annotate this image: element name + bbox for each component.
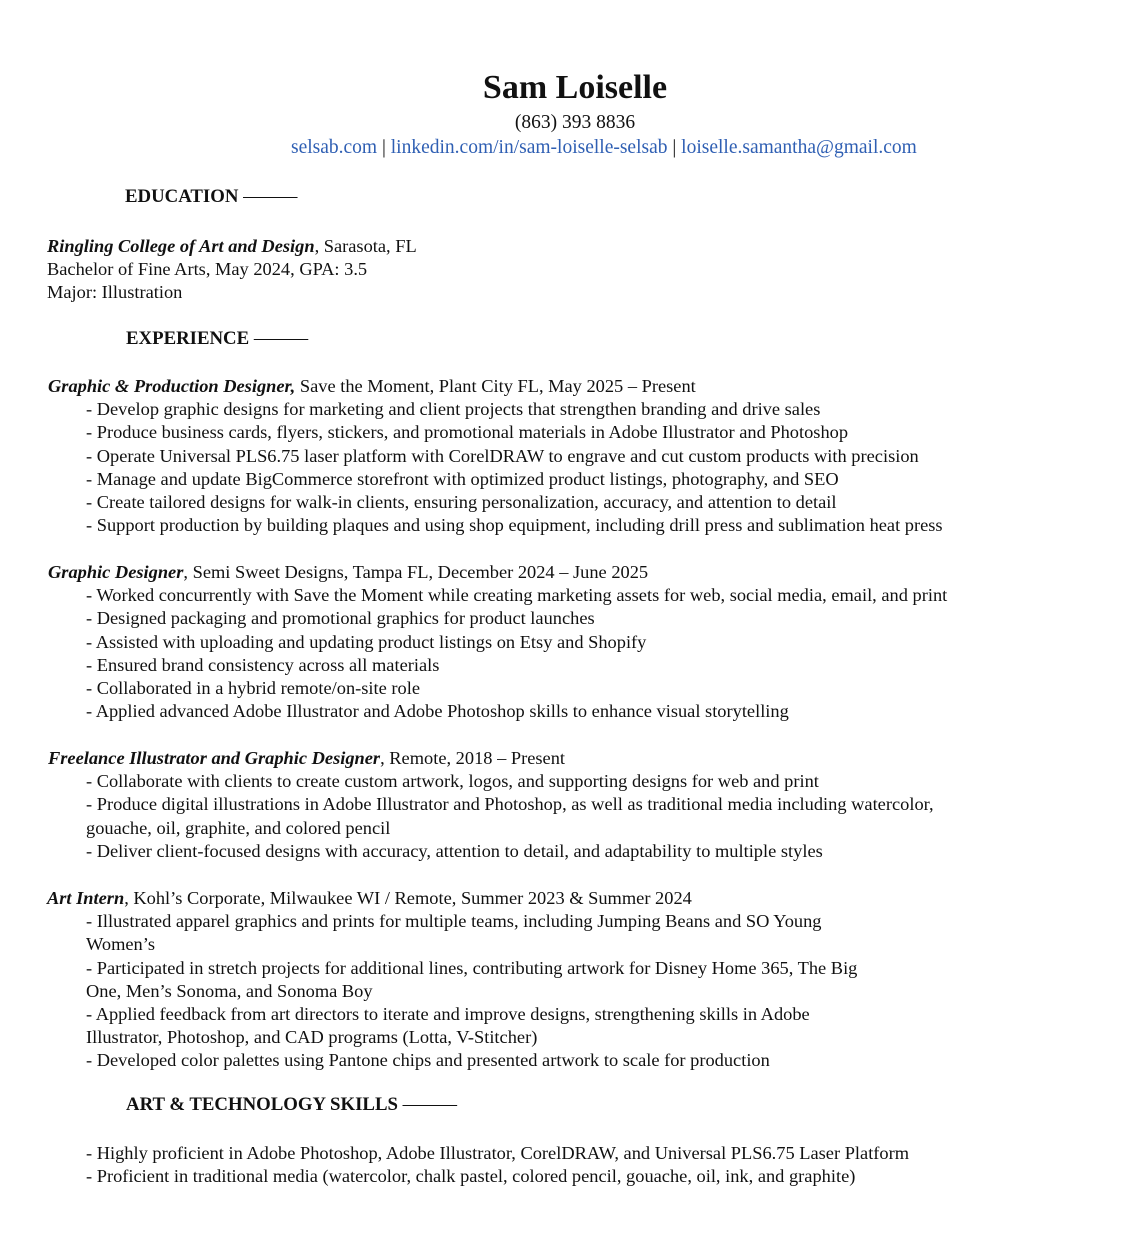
heading-rule: ——— [243,186,297,207]
job-bullets [48,398,1048,537]
job-title: Art Intern [47,888,125,908]
experience-heading [126,327,307,351]
job-details: , Remote, 2018 – Present [380,748,565,768]
bullet-item: - Applied feedback from art directors to iterate and improve designs, strengthening skills in Adobe [86,1003,810,1024]
job-bullets [47,910,1047,1072]
bullet-item: - Developed color palettes using Pantone chips and presented artwork to scale for production [86,1050,770,1071]
bullet-item: - Designed packaging and promotional graphics for product launches [86,608,595,629]
job-entry [47,887,1047,1073]
resume-name: Sam Loiselle [482,69,668,106]
job-details: Save the Moment, Plant City FL, May 2025 – Present [295,376,696,396]
bullet-item: - Worked concurrently with Save the Moment while creating marketing assets for web, social media, email, and print [86,585,948,606]
education-heading-title: EDUCATION [125,186,239,207]
website-link[interactable]: selsab.com [291,137,378,158]
job-title-line [48,375,1048,398]
job-entry [48,561,1048,723]
school-name: Ringling College of Art and Design [47,236,315,256]
phone-number: (863) 393 8836 [514,112,636,133]
bullet-item: - Assisted with uploading and updating product listings on Etsy and Shopify [86,631,647,652]
bullet-item: - Manage and update BigCommerce storefront with optimized product listings, photography, and SEO [86,468,839,489]
job-entry [48,747,1048,863]
education-school-line [47,235,1047,258]
bullet-item: - Operate Universal PLS6.75 laser platform with CorelDRAW to engrave and cut custom products with precision [86,445,919,466]
bullet-item: - Deliver client-focused designs with accuracy, attention to detail, and adaptability to multiple styles [86,840,823,861]
job-title-line [48,747,1048,770]
job-title-line [48,561,1048,584]
job-bullets [48,584,1048,723]
linkedin-link[interactable]: linkedin.com/in/sam-loiselle-selsab [390,137,668,158]
heading-rule: ——— [402,1094,456,1115]
bullet-item: - Applied advanced Adobe Illustrator and Adobe Photoshop skills to enhance visual storytelling [86,701,789,722]
separator: | [377,137,391,158]
skills-list [86,1142,1086,1188]
job-title: Graphic & Production Designer, [48,376,296,396]
bullet-item: gouache, oil, graphite, and colored pencil [86,817,391,838]
skill-item: - Highly proficient in Adobe Photoshop, Adobe Illustrator, CorelDRAW, and Universal PLS6.75 Laser Platform [86,1143,910,1163]
contact-links [291,136,917,160]
heading-rule: ——— [253,328,308,349]
separator: | [667,137,682,158]
job-title: Freelance Illustrator and Graphic Designer [48,748,381,768]
job-bullets [48,770,1048,863]
job-details: , Kohl’s Corporate, Milwaukee WI / Remote, Summer 2023 & Summer 2024 [124,888,692,908]
skills-heading-title: ART & TECHNOLOGY SKILLS [126,1094,398,1115]
bullet-item: - Ensured brand consistency across all materials [86,654,440,675]
bullet-item: - Collaborated in a hybrid remote/on-site role [86,677,420,698]
bullet-item: - Support production by building plaques and using shop equipment, including drill press and sublimation heat press [86,515,943,536]
job-entry [48,375,1048,537]
bullet-item: - Produce business cards, flyers, stickers, and promotional materials in Adobe Illustrator and Photoshop [86,422,849,443]
skills-heading [126,1093,456,1117]
skill-item: - Proficient in traditional media (watercolor, chalk pastel, colored pencil, gouache, oil, ink, and graphite) [86,1166,856,1187]
major-line: Major: Illustration [47,282,183,303]
job-title-line [47,887,1047,910]
job-details: , Semi Sweet Designs, Tampa FL, December 2024 – June 2025 [183,562,649,582]
bullet-item: One, Men’s Sonoma, and Sonoma Boy [86,980,373,1001]
bullet-item: - Collaborate with clients to create custom artwork, logos, and supporting designs for web and print [86,771,819,792]
email-link[interactable]: loiselle.samantha@gmail.com [681,137,917,158]
experience-heading-title: EXPERIENCE [126,328,250,349]
bullet-item: - Illustrated apparel graphics and prints for multiple teams, including Jumping Beans and SO Young [86,911,822,932]
bullet-item: - Develop graphic designs for marketing and client projects that strengthen branding and drive sales [86,399,821,420]
bullet-item: Illustrator, Photoshop, and CAD programs (Lotta, V-Stitcher) [86,1027,538,1048]
education-block [47,235,1047,305]
job-title: Graphic Designer [48,562,184,582]
education-heading [125,185,296,209]
bullet-item: - Create tailored designs for walk-in clients, ensuring personalization, accuracy, and attention to detail [86,491,837,512]
bullet-item: Women’s [86,934,156,955]
school-location: , Sarasota, FL [314,236,417,256]
bullet-item: - Participated in stretch projects for additional lines, contributing artwork for Disney Home 365, The Big [86,957,858,978]
bullet-item: - Produce digital illustrations in Adobe Illustrator and Photoshop, as well as traditional media including watercolor, [86,794,934,815]
degree-line: Bachelor of Fine Arts, May 2024, GPA: 3.5 [47,259,368,280]
